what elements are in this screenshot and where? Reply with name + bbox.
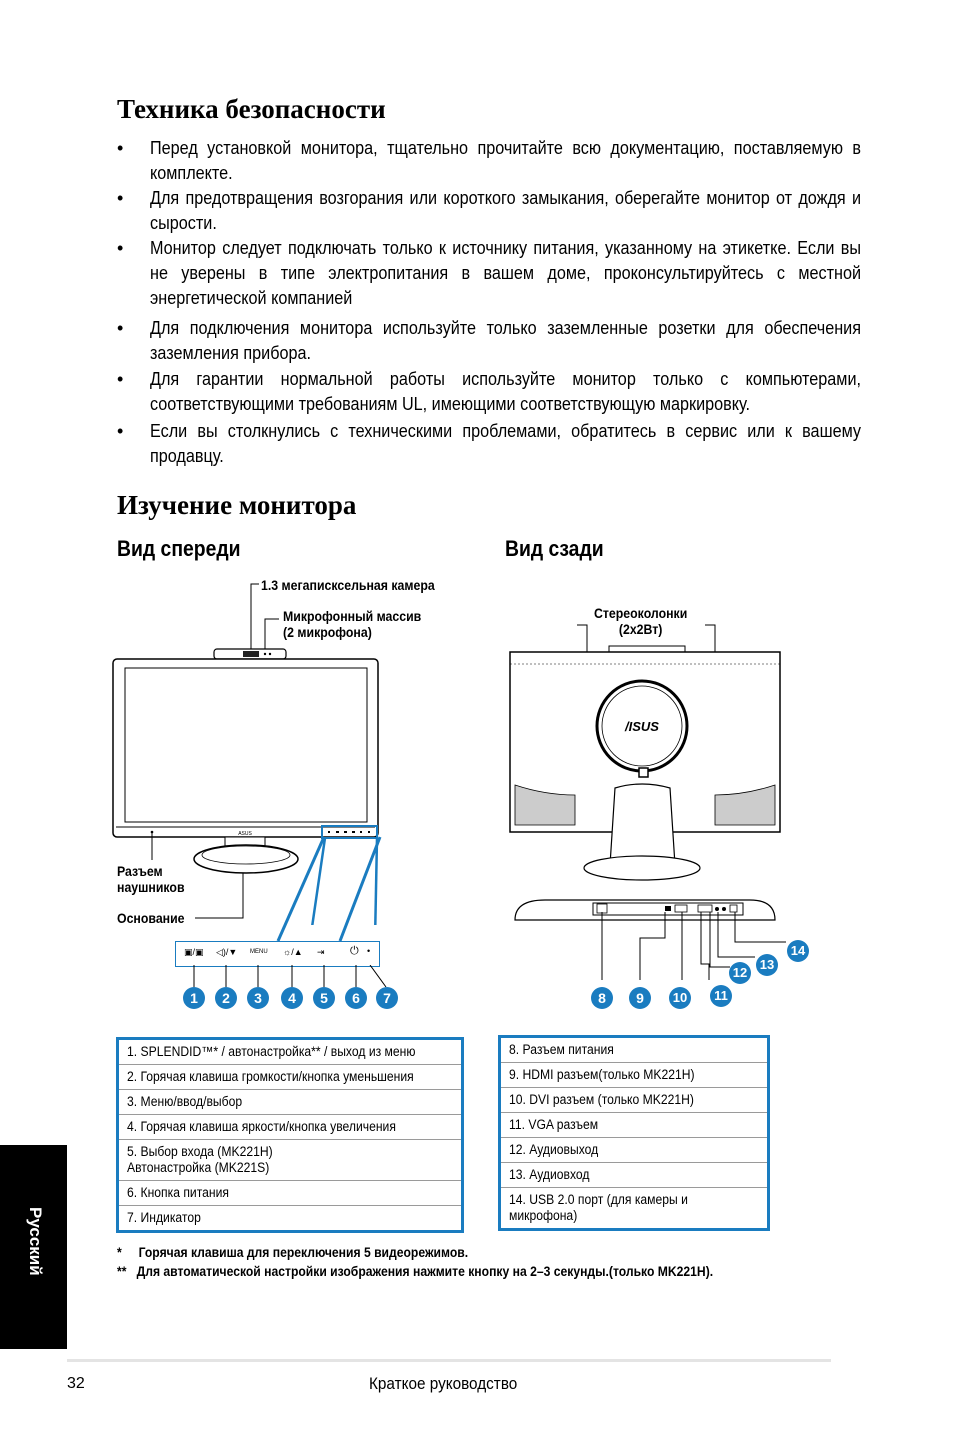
front-logo: ASUS xyxy=(238,831,252,837)
table-row: 5. Выбор входа (MK221H) Автонастройка (MK221S) xyxy=(118,1140,463,1181)
table-row: 4. Горячая клавиша яркости/кнопка увеличения xyxy=(118,1115,463,1140)
safety-item-5: • Для гарантии нормальной работы используйте монитор только с компьютерами, соответствующими требованиям UL, имеющими соответствующую маркировку. xyxy=(117,369,861,414)
input-key-icon: ⇥ xyxy=(317,947,325,957)
safety-item-2: • Для предотвращения возгорания или короткого замыкания, оберегайте монитор от дождя и сырости. xyxy=(117,188,861,233)
headphone-label: Разъем наушников xyxy=(117,863,185,895)
rear-number-12: 12 xyxy=(729,962,751,984)
table-row: 2. Горячая клавиша громкости/кнопка уменьшения xyxy=(118,1065,463,1090)
safety-item-3: • Монитор следует подключать только к источнику питания, указанному на этикетке. Если вы не уверены в типе электропитания в вашем доме, проконсультируйтесь с местной энергетической компанией xyxy=(117,238,861,308)
front-number-3: 3 xyxy=(247,987,269,1009)
rear-ports-table xyxy=(498,1035,770,1231)
table-row: 3. Меню/ввод/выбор xyxy=(118,1090,463,1115)
front-number-6: 6 xyxy=(345,987,367,1009)
page-number: 32 xyxy=(67,1375,85,1392)
table-row: 11. VGA разъем xyxy=(500,1113,769,1138)
front-button-panel xyxy=(175,941,380,967)
safety-title: Техника безопасности xyxy=(117,94,386,124)
front-number-4: 4 xyxy=(281,987,303,1009)
brightness-key-icon: ☼/▲ xyxy=(283,947,303,957)
rear-logo: /ISUS xyxy=(625,719,659,734)
front-number-7: 7 xyxy=(376,987,398,1009)
rear-number-10: 10 xyxy=(669,987,691,1009)
rear-monitor-illustration xyxy=(505,620,795,950)
rear-number-13: 13 xyxy=(756,954,778,976)
indicator-icon: • xyxy=(367,946,371,956)
front-number-1: 1 xyxy=(183,987,205,1009)
volume-key-icon: ◁)/▼ xyxy=(216,947,238,957)
footer-divider xyxy=(67,1359,831,1362)
front-controls-table xyxy=(116,1037,464,1233)
table-row: 6. Кнопка питания xyxy=(118,1181,463,1206)
menu-key-label: MENU xyxy=(250,949,268,955)
splendid-key-icon: ▣/▣ xyxy=(184,947,204,957)
rear-view-title: Вид сзади xyxy=(505,536,604,561)
footnote-2: ** Для автоматической настройки изображения нажмите кнопку на 2–3 секунды.(только MK221H). xyxy=(117,1264,714,1279)
safety-item-4: • Для подключения монитора используйте только заземленные розетки для обеспечения заземления прибора. xyxy=(117,318,861,363)
front-view-title: Вид спереди xyxy=(117,536,241,561)
rear-port-leaders xyxy=(590,912,810,992)
table-row: 1. SPLENDID™* / автонастройка** / выход из меню xyxy=(118,1039,463,1065)
rear-number-9: 9 xyxy=(629,987,651,1009)
table-row: 8. Разъем питания xyxy=(500,1037,769,1063)
speakers-label: Стереоколонки (2x2Вт) xyxy=(594,605,688,637)
table-row: 12. Аудиовыход xyxy=(500,1138,769,1163)
table-row: 9. HDMI разъем(только MK221H) xyxy=(500,1063,769,1088)
camera-label: 1.3 мегаписксельная камера xyxy=(261,577,435,593)
front-number-5: 5 xyxy=(313,987,335,1009)
table-row: 7. Индикатор xyxy=(127,1210,201,1225)
language-label: Русский xyxy=(26,1207,45,1276)
front-zoom-funnel xyxy=(270,835,390,945)
rear-number-8: 8 xyxy=(591,987,613,1009)
mic-label: Микрофонный массив (2 микрофона) xyxy=(283,608,422,640)
rear-number-14: 14 xyxy=(787,940,809,962)
footnote-1: * Горячая клавиша для переключения 5 видеорежимов. xyxy=(117,1245,469,1260)
front-number-2: 2 xyxy=(215,987,237,1009)
monitor-title: Изучение монитора xyxy=(117,490,357,520)
safety-item-6: • Если вы столкнулись с техническими проблемами, обратитесь в сервис или к вашему продавцу. xyxy=(117,421,861,466)
rear-number-11: 11 xyxy=(710,985,732,1007)
safety-item-1: • Перед установкой монитора, тщательно прочитайте всю документацию, поставляемую в комплекте. xyxy=(117,138,861,183)
power-icon: ⏻ xyxy=(350,945,359,957)
table-row: 13. Аудиовход xyxy=(500,1163,769,1188)
table-row: 14. USB 2.0 порт (для камеры и микрофона) xyxy=(509,1192,688,1223)
footer-title: Краткое руководство xyxy=(369,1374,518,1393)
language-tab xyxy=(0,1145,67,1349)
table-row: 10. DVI разъем (только MK221H) xyxy=(500,1088,769,1113)
base-label: Основание xyxy=(117,910,185,926)
